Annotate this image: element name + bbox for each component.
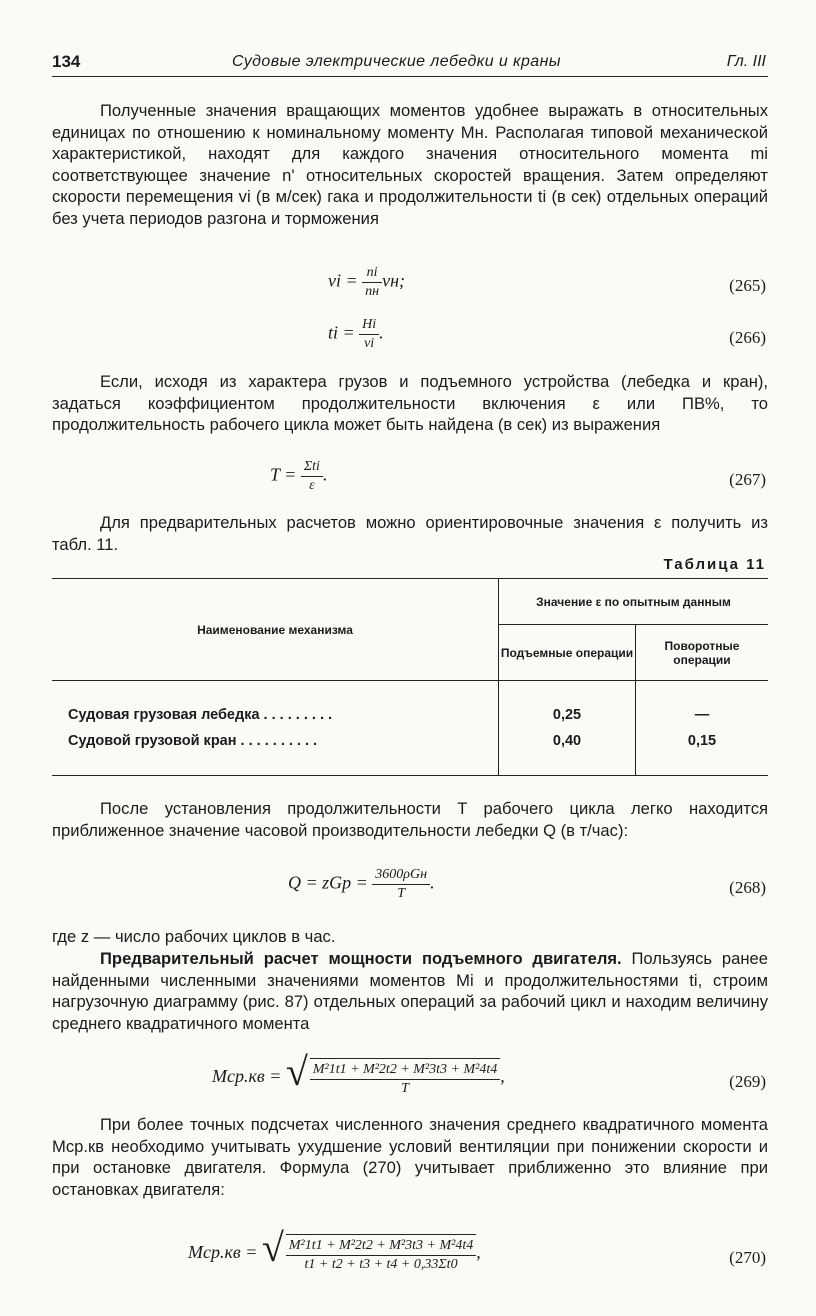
table-cell-lift: 0,25 — [499, 681, 636, 728]
paragraph-1: Полученные значения вращающих моментов удобнее выражать в относительных единицах по отношению к номинальному моменту Mн. Располагая типовой механической характеристикой, находят для каждого значения относительного момента mi соответствующее значение n' относительных скоростей вращения. Затем определяют скорости перемещения vi (в м/сек) гака и продолжительности ti (в сек) отдельных операций без учета периодов разгона и торможения — [52, 101, 768, 228]
formula-267-lhs: T = — [270, 464, 301, 485]
formula-269-number: (269) — [729, 1072, 766, 1091]
formula-269-rhs: , — [500, 1066, 505, 1087]
formula-265-number: (265) — [729, 276, 766, 295]
sqrt-sign: √ $\frac{\text{M²1t1 + M²2t2 + M²3t3 + M²4t4}}{t1 + t2 + t3 + t4 + 0,33\Sigma t0}$ — [262, 1234, 476, 1274]
formula-266 — [52, 316, 768, 364]
formula-269-denominator: T — [401, 1081, 409, 1096]
formula-265 — [52, 264, 768, 312]
formula-269 — [52, 1049, 768, 1106]
running-title: Судовые электрические лебедки и краны — [232, 53, 561, 70]
formula-269-lhs: Mср.кв = — [212, 1066, 286, 1087]
formula-268-denominator: T — [397, 886, 406, 901]
formula-268 — [52, 866, 768, 914]
paragraph-6-text: Пользуясь ранее найденными численными значениями моментов Mi и продолжительностями ti, строим нагрузочную диаграмму (рис. 87) отдельных операций за рабочий цикл и находим величину среднего квадратичного момента — [52, 949, 768, 1033]
paragraph-4: После установления продолжительности T рабочего цикла легко находится приближенное значение часовой производительности лебедки Q (в т/час): — [52, 799, 768, 840]
formula-268-lhs: Q = zGр = — [288, 872, 373, 893]
table-row — [52, 727, 768, 776]
formula-265-numerator: ni — [362, 264, 382, 283]
formula-267-number: (267) — [729, 470, 766, 489]
table-cell-lift: 0,40 — [499, 727, 636, 776]
formula-267 — [52, 458, 768, 506]
table-cell-name: Судовая грузовая лебедка . . . . . . . . . — [52, 681, 499, 728]
section-heading: Предварительный расчет мощности подъемного двигателя. — [100, 949, 622, 968]
formula-268-rhs: . — [430, 872, 435, 893]
formula-266-rhs: . — [379, 322, 384, 343]
paragraph-7: При более точных подсчетах численного значения среднего квадратичного момента Mср.кв необходимо учитывать ухудшение условий вентиляции при понижении скорости и при остановке двигателя. Формула (270) учитывает приближенно это влияние при остановках двигателя: — [52, 1115, 768, 1199]
table-header-group: Значение ε по опытным данным — [499, 579, 769, 625]
formula-270-denominator: t1 + t2 + t3 + t4 + 0,33Σt0 — [304, 1257, 458, 1272]
table-row — [52, 681, 768, 728]
table-cell-turn: 0,15 — [636, 727, 769, 776]
formula-266-numerator: Hi — [359, 316, 379, 335]
formula-270-numerator: M²1t1 + M²2t2 + M²3t3 + M²4t4 — [286, 1237, 476, 1256]
formula-268-numerator: 3600ρGн — [372, 866, 430, 885]
paragraph-3: Для предварительных расчетов можно ориентировочные значения ε получить из табл. 11. — [52, 513, 768, 554]
formula-265-rhs: vн; — [382, 270, 406, 291]
table-cell-turn: — — [636, 681, 769, 728]
paragraph-2: Если, исходя из характера грузов и подъемного устройства (лебедка и кран), задаться коэффициентом продолжительности включения ε или ПВ%, то продолжительность рабочего цикла может быть найдена (в сек) из выражения — [52, 372, 768, 434]
formula-267-rhs: . — [322, 464, 328, 485]
page-header — [52, 50, 768, 77]
table-header-name: Наименование механизма — [52, 579, 499, 681]
formula-266-number: (266) — [729, 328, 766, 347]
formula-270 — [52, 1225, 768, 1282]
formula-270-rhs: , — [476, 1242, 481, 1263]
formula-268-number: (268) — [729, 878, 766, 897]
formula-269-numerator: M²1t1 + M²2t2 + M²3t3 + M²4t4 — [310, 1061, 500, 1080]
paragraph-6 — [52, 948, 768, 1034]
paragraph-5: где z — число рабочих циклов в час. — [52, 927, 336, 946]
formula-270-lhs: Mср.кв = — [188, 1242, 262, 1263]
table-header-turn: Поворотные операции — [636, 625, 769, 681]
formula-266-lhs: ti = — [328, 322, 360, 343]
formula-267-denominator: ε — [309, 478, 315, 493]
table-cell-name: Судовой грузовой кран . . . . . . . . . . — [52, 727, 499, 776]
formula-266-denominator: vi — [364, 336, 375, 351]
page-number: 134 — [52, 52, 81, 71]
chapter-label: Гл. III — [726, 53, 766, 70]
formula-267-numerator: Σti — [301, 458, 323, 477]
formula-270-number: (270) — [729, 1248, 766, 1267]
formula-265-lhs: vi = — [328, 270, 363, 291]
table-11 — [52, 578, 768, 776]
table-header-lift: Подъемные операции — [499, 625, 636, 681]
sqrt-sign: √ $\frac{\text{M²1t1 + M²2t2 + M²3t3 + M²4t4}}{T}$ — [286, 1058, 500, 1098]
formula-265-denominator: nн — [365, 284, 380, 299]
table-caption: Таблица 11 — [663, 556, 766, 573]
